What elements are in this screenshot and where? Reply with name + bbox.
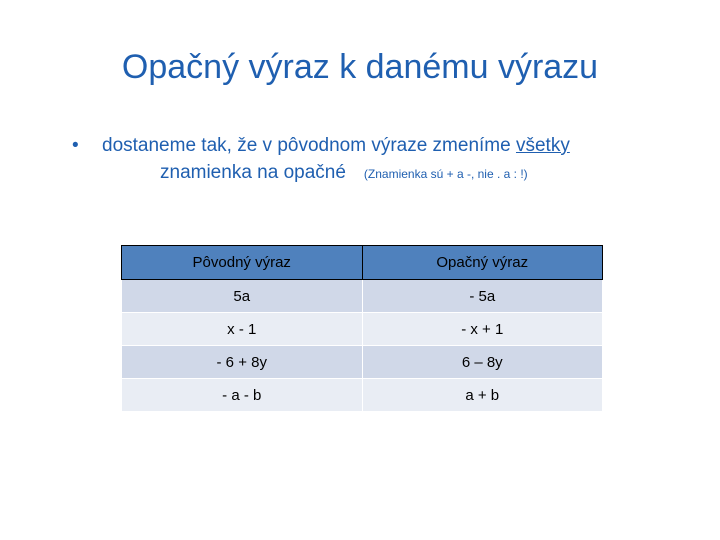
header-opposite: Opačný výraz [362,246,603,280]
table-row [122,346,603,379]
cell-opposite: - x + 1 [362,313,603,346]
cell-original: - 6 + 8y [122,346,363,379]
cell-opposite: 6 – 8y [362,346,603,379]
table-row [122,313,603,346]
table-row [122,379,603,412]
bullet-text-line2: znamienka na opačné [160,162,346,183]
bullet-underlined-word: všetky [515,135,570,156]
header-original: Pôvodný výraz [122,246,363,280]
bullet-text: dostaneme tak, že v pôvodnom výraze zmeníme [102,135,516,156]
bullet-marker: • [72,135,79,156]
bullet-line-1 [102,132,570,159]
table-header-row [122,246,603,280]
cell-original: x - 1 [122,313,363,346]
bullet-note: (Znamienka sú + a -, nie . a : !) [363,167,528,181]
cell-opposite: a + b [362,379,603,412]
expression-table [121,245,603,412]
table-row [122,280,603,313]
slide-title: Opačný výraz k danému výrazu [121,48,599,86]
cell-original: - a - b [122,379,363,412]
bullet-line-2 [160,159,528,188]
cell-opposite: - 5a [362,280,603,313]
cell-original: 5a [122,280,363,313]
